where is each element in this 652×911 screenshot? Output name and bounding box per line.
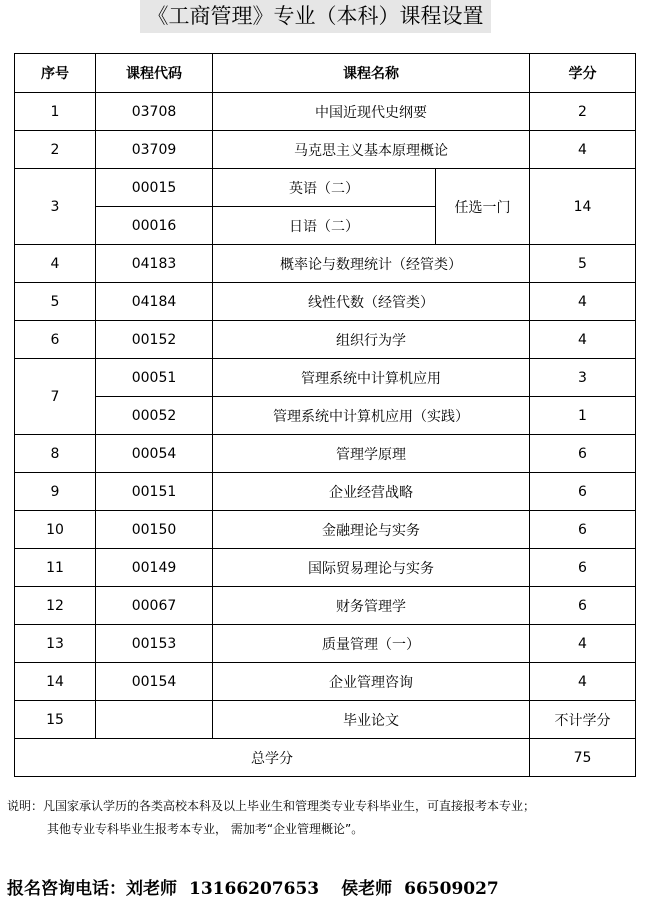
- table-row: [15, 663, 636, 701]
- row-name: 英语（二）: [213, 169, 436, 207]
- row-code: 00051: [96, 359, 213, 397]
- note-line-2: 其他专业专科毕业生报考本专业， 需加考“企业管理概论”。: [47, 822, 364, 836]
- row-name: 中国近现代史纲要: [213, 93, 530, 131]
- table-row: [15, 397, 636, 435]
- page-title: 《工商管理》专业（本科）课程设置: [140, 0, 491, 33]
- row-name: 管理系统中计算机应用（实践）: [213, 397, 530, 435]
- row-no: 1: [15, 93, 96, 131]
- row-credit: 不计学分: [530, 701, 636, 739]
- note: [7, 795, 535, 841]
- table-row: [15, 169, 636, 207]
- row-credit: 3: [530, 359, 636, 397]
- row-code: 00015: [96, 169, 213, 207]
- row-code: 00149: [96, 549, 213, 587]
- row-credit: 6: [530, 587, 636, 625]
- row-no: 10: [15, 511, 96, 549]
- row-no: 3: [15, 169, 96, 245]
- contact-phone-2: 66509027: [404, 879, 499, 899]
- row-code: 00151: [96, 473, 213, 511]
- row-credit: 4: [530, 283, 636, 321]
- note-label: 说明：: [7, 799, 44, 813]
- row-code: 00150: [96, 511, 213, 549]
- course-table: [14, 53, 636, 777]
- header-code: 课程代码: [96, 54, 213, 93]
- row-no: 11: [15, 549, 96, 587]
- row-no: 8: [15, 435, 96, 473]
- row-credit: 2: [530, 93, 636, 131]
- table-header-row: [15, 54, 636, 93]
- total-label: 总学分: [15, 739, 530, 777]
- row-code: 00153: [96, 625, 213, 663]
- row-credit: 4: [530, 131, 636, 169]
- row-no: 2: [15, 131, 96, 169]
- row-code: [96, 701, 213, 739]
- table-row: [15, 549, 636, 587]
- header-name: 课程名称: [213, 54, 530, 93]
- row-credit: 14: [530, 169, 636, 245]
- row-code: 03708: [96, 93, 213, 131]
- row-credit: 6: [530, 511, 636, 549]
- row-no: 6: [15, 321, 96, 359]
- table-row: [15, 359, 636, 397]
- row-name: 质量管理（一）: [213, 625, 530, 663]
- row-code: 00067: [96, 587, 213, 625]
- row-no: 14: [15, 663, 96, 701]
- row-credit: 4: [530, 321, 636, 359]
- table-row: [15, 473, 636, 511]
- table-row: [15, 131, 636, 169]
- row-credit: 6: [530, 549, 636, 587]
- row-no: 15: [15, 701, 96, 739]
- row-name: 国际贸易理论与实务: [213, 549, 530, 587]
- row-name: 日语（二）: [213, 207, 436, 245]
- row-code: 00152: [96, 321, 213, 359]
- row-code: 00052: [96, 397, 213, 435]
- row-name: 企业经营战略: [213, 473, 530, 511]
- table-row: [15, 511, 636, 549]
- table-row: [15, 93, 636, 131]
- table-row: [15, 321, 636, 359]
- row-credit: 1: [530, 397, 636, 435]
- total-value: 75: [530, 739, 636, 777]
- row-name: 企业管理咨询: [213, 663, 530, 701]
- table-row: [15, 245, 636, 283]
- table-row: [15, 625, 636, 663]
- row-no: 7: [15, 359, 96, 435]
- row-no: 5: [15, 283, 96, 321]
- row-no: 4: [15, 245, 96, 283]
- contact-phone-1: 13166207653: [189, 879, 320, 899]
- row-name: 管理学原理: [213, 435, 530, 473]
- row-name: 组织行为学: [213, 321, 530, 359]
- table-row: [15, 283, 636, 321]
- row-name: 毕业论文: [213, 701, 530, 739]
- row-credit: 6: [530, 435, 636, 473]
- row-code: 00054: [96, 435, 213, 473]
- row-no: 12: [15, 587, 96, 625]
- row-credit: 6: [530, 473, 636, 511]
- contact-person-2: 侯老师: [341, 879, 393, 899]
- total-row: [15, 739, 636, 777]
- table-row: [15, 701, 636, 739]
- header-no: 序号: [15, 54, 96, 93]
- row-name: 金融理论与实务: [213, 511, 530, 549]
- note-text-1: 凡国家承认学历的各类高校本科及以上毕业生和管理类专业专科毕业生，可直接报考本专业；: [43, 799, 536, 813]
- row-name: 财务管理学: [213, 587, 530, 625]
- table-row: [15, 587, 636, 625]
- header-credit: 学分: [530, 54, 636, 93]
- row-name: 管理系统中计算机应用: [213, 359, 530, 397]
- row-name: 马克思主义基本原理概论: [213, 131, 530, 169]
- row-code: 04183: [96, 245, 213, 283]
- row-no: 13: [15, 625, 96, 663]
- row-credit: 4: [530, 663, 636, 701]
- row-code: 00154: [96, 663, 213, 701]
- elective-note: 任选一门: [436, 169, 530, 245]
- table-row: [15, 435, 636, 473]
- contact-person-1: 刘老师: [126, 879, 177, 899]
- note-line-1: [7, 795, 535, 818]
- row-name: 概率论与数理统计（经管类）: [213, 245, 530, 283]
- row-name: 线性代数（经管类）: [213, 283, 530, 321]
- row-credit: 5: [530, 245, 636, 283]
- row-code: 00016: [96, 207, 213, 245]
- contact-line: [7, 874, 511, 899]
- contact-label: 报名咨询电话：: [7, 879, 126, 899]
- row-code: 04184: [96, 283, 213, 321]
- row-no: 9: [15, 473, 96, 511]
- row-code: 03709: [96, 131, 213, 169]
- row-credit: 4: [530, 625, 636, 663]
